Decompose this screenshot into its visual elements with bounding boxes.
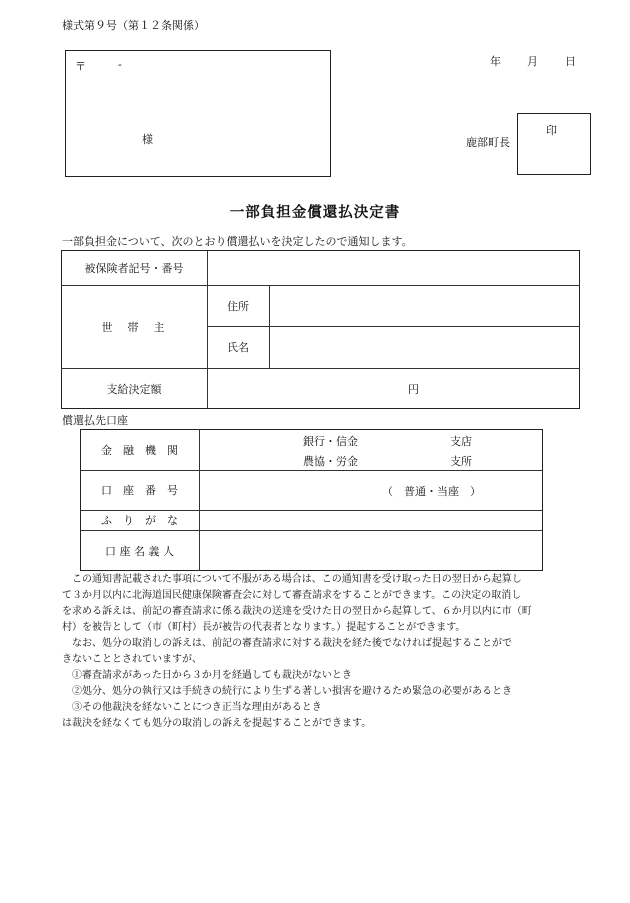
furigana-label: ふ り が な [101, 514, 178, 527]
intro-text: 一部負担金について、次のとおり償還払いを決定したので通知します。 [62, 235, 413, 248]
name-label: 氏名 [227, 341, 249, 354]
notice-line: を求める訴えは、前記の審査請求に係る裁決の送達を受けた日の翌日から起算して、６か月以内に市（町 [62, 606, 532, 617]
institution-label: 金 融 機 関 [101, 443, 178, 457]
form-number: 様式第９号（第１２条関係） [62, 19, 205, 32]
seal-label: 印 [546, 124, 557, 137]
notice-line: きないこととされていますが、 [62, 654, 202, 665]
bank-branch-2: 支所 [450, 455, 472, 468]
insured-number-label: 被保険者記号・番号 [84, 261, 184, 275]
account-holder-label: 口 座 名 義 人 [105, 544, 174, 558]
notice-line: 村）を被告として（市（町村）長が被告の代表者となります。）提起することができます。 [62, 622, 466, 633]
bank-type-1: 銀行・信金 [303, 435, 358, 448]
date-year: 年 [490, 55, 501, 68]
bank-branch-1: 支店 [450, 435, 472, 448]
notice-item: ①審査請求があった日から３か月を経過しても裁決がないとき [72, 670, 352, 681]
issuer-name: 鹿部町長 [466, 136, 510, 149]
notice-line: て３か月以内に北海道国民健康保険審査会に対して審査請求をすることができます。この決定の取消し [62, 590, 522, 601]
document-title: 一部負担金償還払決定書 [229, 204, 401, 221]
address-box [65, 50, 331, 177]
bank-type-2: 農協・労金 [303, 455, 358, 468]
bank-section-label: 償還払先口座 [62, 414, 128, 427]
date-day: 日 [565, 55, 576, 68]
postal-dash: - [118, 58, 122, 71]
honorific: 様 [142, 133, 153, 146]
address-label: 住所 [227, 299, 249, 313]
notice-item: ③その他裁決を経ないことにつき正当な理由があるとき [72, 702, 322, 713]
account-type: （ 普通・当座 ） [382, 485, 481, 498]
date-month: 月 [527, 55, 538, 68]
account-number-label: 口 座 番 号 [101, 484, 178, 497]
amount-label: 支給決定額 [106, 382, 162, 396]
notice-item: ②処分、処分の執行又は手続きの続行により生ずる著しい損害を避けるため緊急の必要があるとき [72, 686, 512, 697]
amount-unit: 円 [408, 382, 419, 396]
notice-line: は裁決を経なくても処分の取消しの訴えを提起することができます。 [62, 718, 372, 729]
notice-line: この通知書記載された事項について不服がある場合は、この通知書を受け取った日の翌日から起算し [72, 574, 522, 585]
householder-label: 世 帯 主 [101, 320, 167, 334]
notice-line: なお、処分の取消しの訴えは、前記の審査請求に対する裁決を経た後でなければ提起することがで [72, 638, 512, 649]
postal-mark: 〒 [75, 60, 86, 73]
